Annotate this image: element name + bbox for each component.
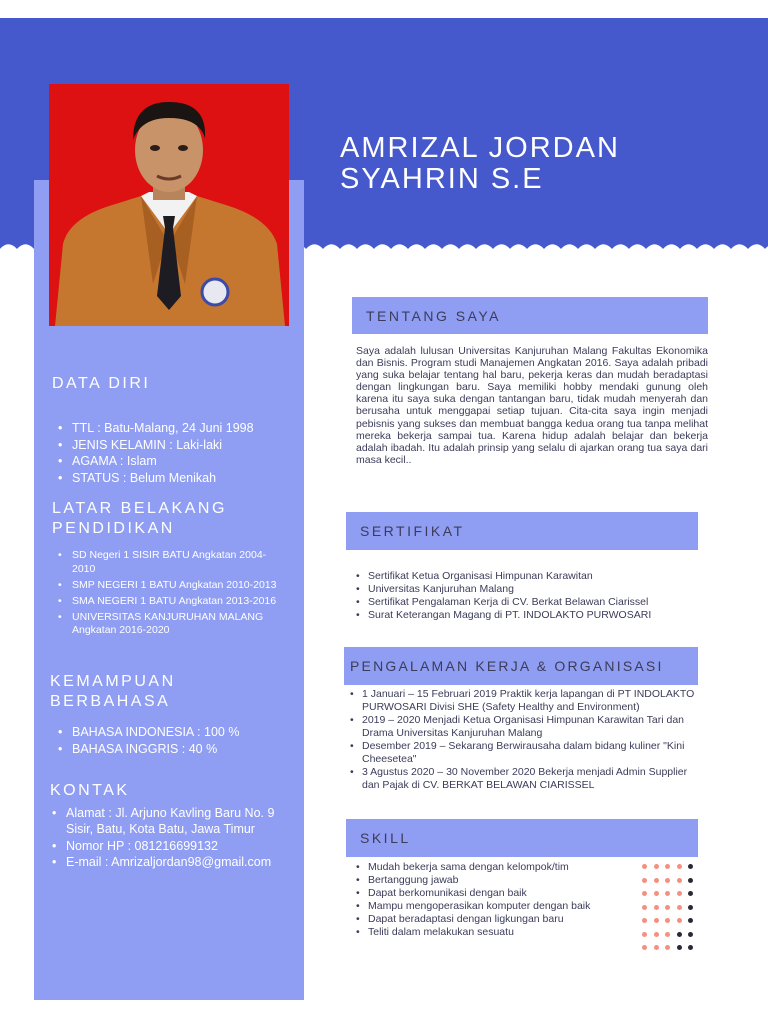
list-item: • BAHASA INDONESIA : 100 % xyxy=(52,724,300,740)
dot xyxy=(654,932,659,937)
dot xyxy=(665,864,670,869)
dot xyxy=(642,945,647,950)
dot xyxy=(665,945,670,950)
list-item: • Dapat berkomunikasi dengan baik xyxy=(352,887,642,900)
dot xyxy=(665,918,670,923)
list-item: • SMA NEGERI 1 BATU Angkatan 2013-2016 xyxy=(52,595,284,609)
dot xyxy=(642,864,647,869)
dot xyxy=(665,932,670,937)
data-diri-list xyxy=(52,420,300,486)
phone-item: • Nomor HP : 081216699132 xyxy=(46,838,302,854)
email-item: • E-mail : Amrizaljordan98@gmail.com xyxy=(46,854,302,870)
list-item: • STATUS : Belum Menikah xyxy=(52,470,300,486)
list-item: • Dapat beradaptasi dengan ligkungan baru xyxy=(352,913,642,926)
list-item: • Sertifikat Ketua Organisasi Himpunan Karawitan xyxy=(352,570,702,583)
dot xyxy=(642,878,647,883)
tentang-heading: TENTANG SAYA xyxy=(366,307,502,324)
pendidikan-heading-line2: PENDIDIKAN xyxy=(52,520,175,537)
skill-heading-bar xyxy=(346,819,698,857)
dot xyxy=(642,932,647,937)
dot xyxy=(688,945,693,950)
dot xyxy=(642,905,647,910)
dot-pattern-decoration xyxy=(634,858,704,948)
dot xyxy=(654,864,659,869)
pengalaman-heading-bar xyxy=(344,647,698,685)
dot xyxy=(677,905,682,910)
list-item: • UNIVERSITAS KANJURUHAN MALANG Angkatan 2016-2020 xyxy=(52,611,284,638)
skill-list xyxy=(352,861,642,939)
pendidikan-heading xyxy=(52,499,227,539)
dot xyxy=(665,878,670,883)
full-name-line2: SYAHRIN S.E xyxy=(340,163,544,195)
sertifikat-heading-bar xyxy=(346,512,698,550)
list-item: • Mudah bekerja sama dengan kelompok/tim xyxy=(352,861,642,874)
list-item: • Teliti dalam melakukan sesuatu xyxy=(352,926,642,939)
dot xyxy=(677,864,682,869)
list-item: • Universitas Kanjuruhan Malang xyxy=(352,583,702,596)
bahasa-heading-line2: BERBAHASA xyxy=(50,693,171,710)
dot xyxy=(677,891,682,896)
kontak-heading: KONTAK xyxy=(50,782,130,799)
pengalaman-heading: PENGALAMAN KERJA & ORGANISASI xyxy=(350,658,664,674)
address-item: • Alamat : Jl. Arjuno Kavling Baru No. 9 Sisir, Batu, Kota Batu, Jawa Timur xyxy=(46,805,302,837)
pendidikan-heading-line1: LATAR BELAKANG xyxy=(52,500,227,517)
bahasa-heading xyxy=(50,672,176,712)
list-item: • TTL : Batu-Malang, 24 Juni 1998 xyxy=(52,420,300,436)
list-item: • Sertifikat Pengalaman Kerja di CV. Berkat Belawan Ciarissel xyxy=(352,596,702,609)
kontak-list xyxy=(46,805,302,871)
list-item: • AGAMA : Islam xyxy=(52,453,300,469)
list-item: • BAHASA INGGRIS : 40 % xyxy=(52,741,300,757)
dot xyxy=(642,918,647,923)
dot xyxy=(677,878,682,883)
dot xyxy=(688,891,693,896)
person-icon xyxy=(49,84,289,326)
pendidikan-list xyxy=(52,549,284,640)
sertifikat-list xyxy=(352,570,702,622)
dot xyxy=(642,891,647,896)
list-item: • 1 Januari – 15 Februari 2019 Praktik kerja lapangan di PT INDOLAKTO PURWOSARI Divisi SHE (Safety Healthy and Environment) xyxy=(346,688,698,714)
list-item: • SD Negeri 1 SISIR BATU Angkatan 2004-2010 xyxy=(52,549,284,576)
dot xyxy=(688,878,693,883)
pengalaman-list xyxy=(346,688,698,792)
list-item: • SMP NEGERI 1 BATU Angkatan 2010-2013 xyxy=(52,579,284,593)
tentang-heading-bar xyxy=(352,297,708,334)
full-name-line1: AMRIZAL JORDAN xyxy=(340,132,620,164)
dot xyxy=(688,918,693,923)
list-item: • Mampu mengoperasikan komputer dengan baik xyxy=(352,900,642,913)
list-item: • JENIS KELAMIN : Laki-laki xyxy=(52,437,300,453)
dot xyxy=(677,918,682,923)
dot xyxy=(688,905,693,910)
dot xyxy=(665,905,670,910)
dot xyxy=(654,945,659,950)
list-item: • Surat Keterangan Magang di PT. INDOLAKTO PURWOSARI xyxy=(352,609,702,622)
dot xyxy=(665,891,670,896)
full-name xyxy=(340,133,740,195)
skill-heading: SKILL xyxy=(360,830,411,846)
dot xyxy=(688,864,693,869)
dot xyxy=(677,945,682,950)
list-item: • Desember 2019 – Sekarang Berwirausaha dalam bidang kuliner "Kini Cheesetea" xyxy=(346,740,698,766)
dot xyxy=(688,932,693,937)
bahasa-list xyxy=(52,724,300,757)
dot xyxy=(654,891,659,896)
list-item: • 3 Agustus 2020 – 30 November 2020 Bekerja menjadi Admin Supplier dan Pajak di CV. BERKAT BELAWAN CIARISSEL xyxy=(346,766,698,792)
data-diri-heading: DATA DIRI xyxy=(52,375,151,392)
dot xyxy=(654,878,659,883)
dot xyxy=(677,932,682,937)
dot xyxy=(654,918,659,923)
dot xyxy=(654,905,659,910)
profile-photo xyxy=(49,84,289,326)
sertifikat-heading: SERTIFIKAT xyxy=(360,523,465,539)
list-item: • 2019 – 2020 Menjadi Ketua Organisasi Himpunan Karawitan Tari dan Drama Universitas Kanjuruhan Malang xyxy=(346,714,698,740)
list-item: • Bertanggung jawab xyxy=(352,874,642,887)
tentang-text: Saya adalah lulusan Universitas Kanjuruhan Malang Fakultas Ekonomika dan Bisnis. Program studi Manajemen Angkatan 2016. Saya adalah pribadi yang suka belajar tentang hal baru, pekerja keras dan mudah beradaptasi dengan lingkungan baru. Saya memiliki hobby mendaki gunung oleh karena itu saya suka dengan tantangan baru, tidak mudah menyerah dan berusaha untuk menggapai setiap tujuan. Cita-cita saya ingin menjadi pebisnis yang sukses dan membuat bangga kedua orang tua tanpa melihat mereka bekerja sampai tua. Karena hidup adalah belajar dan bekerja adalah ibadah. Itu adalah prinsip yang selalu di ajarkan orang tua saya dari masa kecil.. xyxy=(356,345,708,466)
bahasa-heading-line1: KEMAMPUAN xyxy=(50,673,176,690)
